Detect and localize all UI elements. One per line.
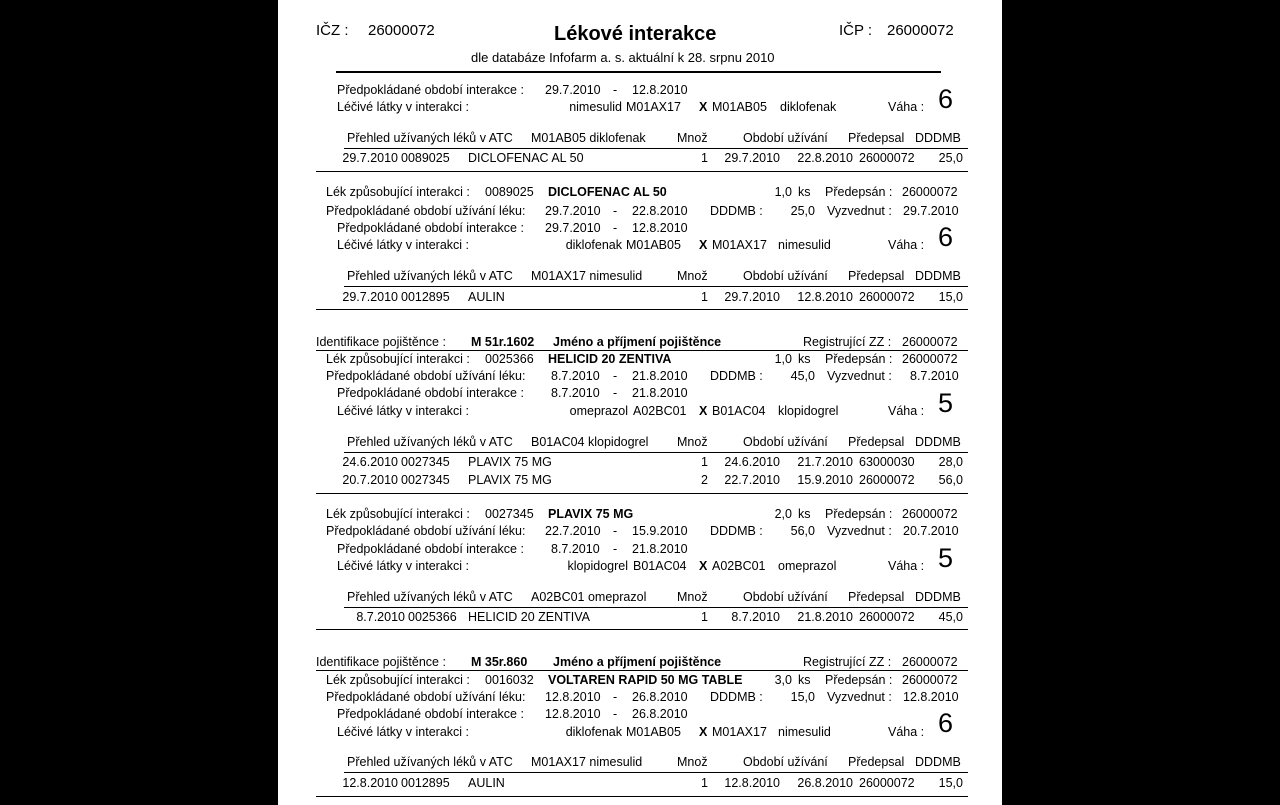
row-code: 0012895 [401,776,450,790]
x-mark: X [699,404,708,418]
dash: - [613,707,618,721]
drug-count: 2,0 [774,507,792,521]
prescribed-value: 26000072 [902,185,958,199]
row-dddmb: 28,0 [938,455,963,469]
period-use-label: Předpokládané období užívání léku: [326,690,526,704]
prescribed-label: Předepsán : [825,352,893,366]
icz-value: 26000072 [368,22,435,39]
period-interaction-from: 29.7.2010 [545,221,601,235]
use-from: 12.8.2010 [545,690,601,704]
icp-label: IČP : [839,22,873,39]
drug-label: Lék způsobující interakci : [326,673,470,687]
row-dddmb: 15,0 [938,776,963,790]
col-dddmb: DDDMB [915,269,961,283]
row-to: 26.8.2010 [797,776,853,790]
row-to: 21.7.2010 [797,455,853,469]
drug-code: 0027345 [485,507,534,521]
row-code: 0089025 [401,151,450,165]
col-dddmb: DDDMB [915,590,961,604]
dash: - [613,542,618,556]
row-prescriber: 26000072 [859,776,915,790]
overview-prefix: Přehled užívaných léků v ATC [347,131,513,145]
drug-count: 1,0 [774,352,792,366]
period-interaction-from: 8.7.2010 [551,386,600,400]
substance-b: diklofenak [780,100,837,114]
col-qty: Množ [677,755,708,769]
insured-id-value: M 35r.860 [471,655,528,669]
col-prescriber: Předepsal [848,590,905,604]
drug-code: 0025366 [485,352,534,366]
substance-a: nimesulid [569,100,622,114]
drug-count: 3,0 [774,673,792,687]
drug-code: 0089025 [485,185,534,199]
dddmb-label: DDDMB : [710,524,763,538]
dddmb-value: 25,0 [790,204,815,218]
row-dddmb: 45,0 [938,610,963,624]
table-rule [344,452,968,453]
col-dddmb: DDDMB [915,131,961,145]
weight-label: Váha : [888,725,925,739]
col-period: Období užívání [743,269,828,283]
weight-value: 5 [938,388,954,418]
atc-b: M01AX17 [712,238,767,252]
weight-label: Váha : [888,100,925,114]
overview-prefix: Přehled užívaných léků v ATC [347,269,513,283]
overview-prefix: Přehled užívaných léků v ATC [347,755,513,769]
block-rule [316,629,968,630]
substance-a: diklofenak [565,725,622,739]
picked-label: Vyzvednut : [827,524,892,538]
col-period: Období užívání [743,755,828,769]
overview-atc: M01AB05 diklofenak [531,131,646,145]
row-qty: 1 [701,610,708,624]
row-code: 0012895 [401,290,450,304]
col-qty: Množ [677,590,708,604]
use-to: 21.8.2010 [632,369,688,383]
header-rule [336,71,941,73]
row-date: 20.7.2010 [342,473,398,487]
drug-label: Lék způsobující interakci : [326,185,470,199]
period-interaction-label: Předpokládané období interakce : [337,221,524,235]
icp-value: 26000072 [887,22,954,39]
substances-label: Léčivé látky v interakci : [337,559,469,573]
picked-value: 8.7.2010 [910,369,959,383]
row-name: AULIN [468,776,505,790]
row-to: 15.9.2010 [797,473,853,487]
col-qty: Množ [677,131,708,145]
atc-a: M01AB05 [626,238,681,252]
period-interaction-to: 12.8.2010 [632,221,688,235]
weight-label: Váha : [888,238,925,252]
drug-label: Lék způsobující interakci : [326,352,470,366]
prescribed-label: Předepsán : [825,673,893,687]
atc-b: M01AX17 [712,725,767,739]
row-code: 0027345 [401,455,450,469]
block-rule [316,493,968,494]
dddmb-value: 15,0 [790,690,815,704]
substance-b: omeprazol [778,559,837,573]
row-date: 8.7.2010 [356,610,405,624]
weight-label: Váha : [888,404,925,418]
period-interaction-label: Předpokládané období interakce : [337,83,524,97]
substances-label: Léčivé látky v interakci : [337,238,469,252]
row-code: 0027345 [401,473,450,487]
period-use-label: Předpokládané období užívání léku: [326,524,526,538]
col-period: Období užívání [743,590,828,604]
row-from: 29.7.2010 [724,151,780,165]
use-to: 15.9.2010 [632,524,688,538]
row-prescriber: 26000072 [859,610,915,624]
period-use-label: Předpokládané období užívání léku: [326,369,526,383]
drug-name: HELICID 20 ZENTIVA [548,352,672,366]
dash: - [613,204,618,218]
picked-value: 12.8.2010 [903,690,959,704]
use-to: 26.8.2010 [632,690,688,704]
substance-b: nimesulid [778,725,831,739]
drug-label: Lék způsobující interakci : [326,507,470,521]
insured-rule [316,350,968,351]
picked-value: 29.7.2010 [903,204,959,218]
row-to: 22.8.2010 [797,151,853,165]
row-code: 0025366 [408,610,457,624]
dddmb-label: DDDMB : [710,369,763,383]
weight-value: 6 [938,708,954,738]
row-from: 22.7.2010 [724,473,780,487]
row-dddmb: 56,0 [938,473,963,487]
dash: - [613,369,618,383]
prescribed-label: Předepsán : [825,185,893,199]
row-date: 12.8.2010 [342,776,398,790]
row-name: PLAVIX 75 MG [468,455,552,469]
atc-a: A02BC01 [633,404,687,418]
period-interaction-label: Předpokládané období interakce : [337,386,524,400]
col-prescriber: Předepsal [848,269,905,283]
col-period: Období užívání [743,131,828,145]
pieces-label: ks [798,185,811,199]
x-mark: X [699,100,708,114]
insured-id-value: M 51r.1602 [471,335,535,349]
substances-label: Léčivé látky v interakci : [337,725,469,739]
col-qty: Množ [677,269,708,283]
table-rule [344,772,968,773]
row-prescriber: 26000072 [859,151,915,165]
substance-b: nimesulid [778,238,831,252]
insured-id-label: Identifikace pojištěnce : [316,335,446,349]
substance-b: klopidogrel [778,404,839,418]
drug-name: DICLOFENAC AL 50 [548,185,667,199]
registering-label: Registrující ZZ : [803,335,892,349]
atc-b: M01AB05 [712,100,767,114]
picked-value: 20.7.2010 [903,524,959,538]
row-date: 29.7.2010 [342,151,398,165]
row-to: 12.8.2010 [797,290,853,304]
insured-name-label: Jméno a příjmení pojištěnce [553,335,722,349]
period-interaction-from: 12.8.2010 [545,707,601,721]
report-page [278,0,1002,805]
row-name: PLAVIX 75 MG [468,473,552,487]
use-from: 8.7.2010 [551,369,600,383]
col-prescriber: Předepsal [848,435,905,449]
period-interaction-to: 12.8.2010 [632,83,688,97]
atc-a: M01AX17 [626,100,681,114]
row-qty: 1 [701,776,708,790]
overview-atc: A02BC01 omeprazol [531,590,647,604]
page-title: Lékové interakce [554,23,717,45]
substance-a: klopidogrel [567,559,628,573]
row-qty: 2 [701,473,708,487]
overview-prefix: Přehled užívaných léků v ATC [347,435,513,449]
atc-a: M01AB05 [626,725,681,739]
dash: - [613,83,618,97]
use-to: 22.8.2010 [632,204,688,218]
row-date: 29.7.2010 [342,290,398,304]
block-rule [316,171,968,172]
table-rule [344,148,968,149]
icz-label: IČZ : [316,22,349,39]
registering-label: Registrující ZZ : [803,655,892,669]
atc-a: B01AC04 [633,559,687,573]
x-mark: X [699,238,708,252]
row-qty: 1 [701,151,708,165]
picked-label: Vyzvednut : [827,369,892,383]
prescribed-value: 26000072 [902,673,958,687]
table-rule [344,286,968,287]
prescribed-value: 26000072 [902,507,958,521]
substances-label: Léčivé látky v interakci : [337,404,469,418]
period-interaction-label: Předpokládané období interakce : [337,707,524,721]
row-to: 21.8.2010 [797,610,853,624]
picked-label: Vyzvednut : [827,690,892,704]
atc-b: A02BC01 [712,559,766,573]
row-date: 24.6.2010 [342,455,398,469]
row-prescriber: 63000030 [859,455,915,469]
prescribed-label: Předepsán : [825,507,893,521]
table-rule [344,607,968,608]
weight-value: 5 [938,543,954,573]
col-period: Období užívání [743,435,828,449]
overview-prefix: Přehled užívaných léků v ATC [347,590,513,604]
period-use-label: Předpokládané období užívání léku: [326,204,526,218]
drug-name: PLAVIX 75 MG [548,507,634,521]
overview-atc: M01AX17 nimesulid [531,269,643,283]
period-interaction-to: 21.8.2010 [632,386,688,400]
period-interaction-to: 26.8.2010 [632,707,688,721]
col-qty: Množ [677,435,708,449]
row-qty: 1 [701,455,708,469]
row-dddmb: 15,0 [938,290,963,304]
x-mark: X [699,725,708,739]
pieces-label: ks [798,507,811,521]
registering-value: 26000072 [902,335,958,349]
period-interaction-label: Předpokládané období interakce : [337,542,524,556]
use-from: 29.7.2010 [545,204,601,218]
pieces-label: ks [798,352,811,366]
block-rule [316,309,968,310]
period-interaction-from: 29.7.2010 [545,83,601,97]
row-from: 8.7.2010 [731,610,780,624]
row-name: DICLOFENAC AL 50 [468,151,584,165]
insured-id-label: Identifikace pojištěnce : [316,655,446,669]
substances-label: Léčivé látky v interakci : [337,100,469,114]
drug-name: VOLTAREN RAPID 50 MG TABLE [548,674,743,687]
dash: - [613,221,618,235]
x-mark: X [699,559,708,573]
row-dddmb: 25,0 [938,151,963,165]
col-dddmb: DDDMB [915,435,961,449]
row-from: 24.6.2010 [724,455,780,469]
col-prescriber: Předepsal [848,755,905,769]
row-from: 29.7.2010 [724,290,780,304]
dddmb-value: 45,0 [790,369,815,383]
weight-value: 6 [938,222,954,252]
row-from: 12.8.2010 [724,776,780,790]
weight-label: Váha : [888,559,925,573]
registering-value: 26000072 [902,655,958,669]
insured-rule [316,670,968,671]
weight-value: 6 [938,84,954,114]
dddmb-value: 56,0 [790,524,815,538]
atc-b: B01AC04 [712,404,766,418]
row-name: AULIN [468,290,505,304]
page-subtitle: dle databáze Infofarm a. s. aktuální k 28. srpnu 2010 [471,50,775,65]
overview-atc: M01AX17 nimesulid [531,755,643,769]
drug-count: 1,0 [774,185,792,199]
row-prescriber: 26000072 [859,473,915,487]
drug-code: 0016032 [485,673,534,687]
picked-label: Vyzvednut : [827,204,892,218]
row-prescriber: 26000072 [859,290,915,304]
row-name: HELICID 20 ZENTIVA [468,610,591,624]
insured-name-label: Jméno a příjmení pojištěnce [553,655,722,669]
row-qty: 1 [701,290,708,304]
col-dddmb: DDDMB [915,755,961,769]
use-from: 22.7.2010 [545,524,601,538]
block-rule [316,796,968,797]
dddmb-label: DDDMB : [710,690,763,704]
period-interaction-from: 8.7.2010 [551,542,600,556]
substance-a: diklofenak [565,238,622,252]
prescribed-value: 26000072 [902,352,958,366]
overview-atc: B01AC04 klopidogrel [531,435,649,449]
col-prescriber: Předepsal [848,131,905,145]
pieces-label: ks [798,673,811,687]
period-interaction-to: 21.8.2010 [632,542,688,556]
dash: - [613,690,618,704]
substance-a: omeprazol [569,404,628,418]
dash: - [613,524,618,538]
dddmb-label: DDDMB : [710,204,763,218]
dash: - [613,386,618,400]
